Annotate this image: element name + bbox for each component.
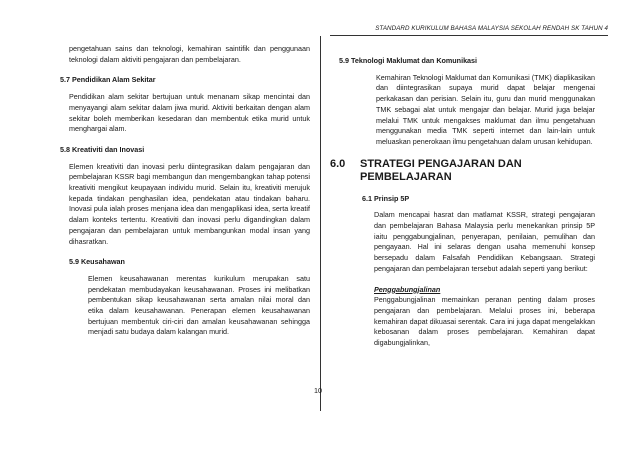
paragraph-5-9-tmk: Kemahiran Teknologi Maklumat dan Komunikasi (TMK) diaplikasikan dan diintegrasikan supaya murid dapat belajar mengenai perkakasan dan perisian. Selain itu, guru dan murid menggunakan TMK sebagai alat untuk mengajar dan belajar. Murid juga belajar melalui TMK untuk mengakses maklumat dan ilmu pengetahuan menggunakan media TMK seperti internet dan lain-lain untuk meluaskan penerokaan ilmu pengetahuan dalam urusan kehidupan.	[376, 72, 595, 146]
page-number: 10	[314, 386, 322, 395]
heading-6-0-line1: STRATEGI PENGAJARAN DAN	[360, 157, 522, 170]
heading-5-9-keusahawan: 5.9 Keusahawan	[69, 257, 125, 267]
paragraph-penggabungjalinan: Penggabungjalinan memainkan peranan penting dalam proses pengajaran dan pembelajaran. Melalui proses ini, beberapa kemahiran dapat dikuasai serentak. Cara ini juga dapat mengelakkan kebosanan dalam proses pembelajaran. Kemahiran dapat digabungjalinkan,	[374, 295, 595, 348]
heading-6-0	[330, 158, 595, 184]
paragraph-5-7: Pendidikan alam sekitar bertujuan untuk menanam sikap mencintai dan menyayangi alam sekitar dalam jiwa murid. Aktiviti berkaitan dengan alam sekitar boleh memberikan kesedaran dan membentuk etika murid untuk menghargai alam.	[69, 92, 310, 134]
right-column	[330, 44, 595, 349]
heading-6-0-number: 6.0	[330, 157, 346, 170]
paragraph-5-8: Elemen kreativiti dan inovasi perlu diintegrasikan dalam pengajaran dan pembelajaran KSSR bagi membangun dan mengembangkan tahap potensi kreativiti mengikut keupayaan individu murid. Selain itu, kreativiti merujuk kepada tindakan penghasilan idea, pendekatan atau tindakan baharu. Inovasi pula ialah proses menjana idea dan mengaplikasi idea, serta kreatif dalam konteks tertentu. Kreativiti dan inovasi perlu digandingkan dalam pengajaran dan pembelajaran untuk membangunkan modal insan yang dihasratkan.	[69, 161, 310, 246]
paragraph-5-9-keusahawan: Elemen keusahawanan merentas kurikulum merupakan satu pendekatan membudayakan keusahawanan. Proses ini melibatkan pembentukan sikap keusahawanan serta amalan nilai moral dan etika dalam keusahawanan. Penerapan elemen keusahawanan bertujuan membentuk ciri-ciri dan amalan keusahawanan sehingga menjadi satu budaya dalam kalangan murid.	[88, 273, 310, 337]
heading-5-7: 5.7 Pendidikan Alam Sekitar	[60, 75, 156, 85]
subheading-penggabungjalinan: Penggabungjalinan	[374, 284, 441, 294]
heading-5-9-tmk: 5.9 Teknologi Maklumat dan Komunikasi	[339, 56, 478, 65]
header-rule	[330, 35, 608, 36]
column-divider	[320, 36, 321, 411]
heading-5-8: 5.8 Kreativiti dan Inovasi	[60, 144, 145, 154]
heading-6-0-line2: PEMBELAJARAN	[360, 170, 452, 183]
paragraph-6-1: Dalam mencapai hasrat dan matlamat KSSR, strategi pengajaran dan pembelajaran Bahasa Malaysia perlu menekankan prinsip 5P iaitu penggabungjalinan, penyerapan, penilaian, pemulihan dan pengayaan. Hal ini selaras dengan usaha memenuhi konsep bersepadu dalam Falsafah Pendidikan Kebangsaan. Strategi pengajaran dan pembelajaran tersebut adalah seperti yang berikut:	[374, 210, 595, 273]
page-header: STANDARD KURIKULUM BAHASA MALAYSIA SEKOLAH RENDAH SK TAHUN 4	[375, 25, 608, 32]
left-column	[60, 44, 310, 338]
intro-paragraph: pengetahuan sains dan teknologi, kemahiran saintifik dan penggunaan teknologi dalam aktiviti pengajaran dan pembelajaran.	[69, 44, 310, 64]
heading-6-1: 6.1 Prinsip 5P	[362, 193, 410, 203]
